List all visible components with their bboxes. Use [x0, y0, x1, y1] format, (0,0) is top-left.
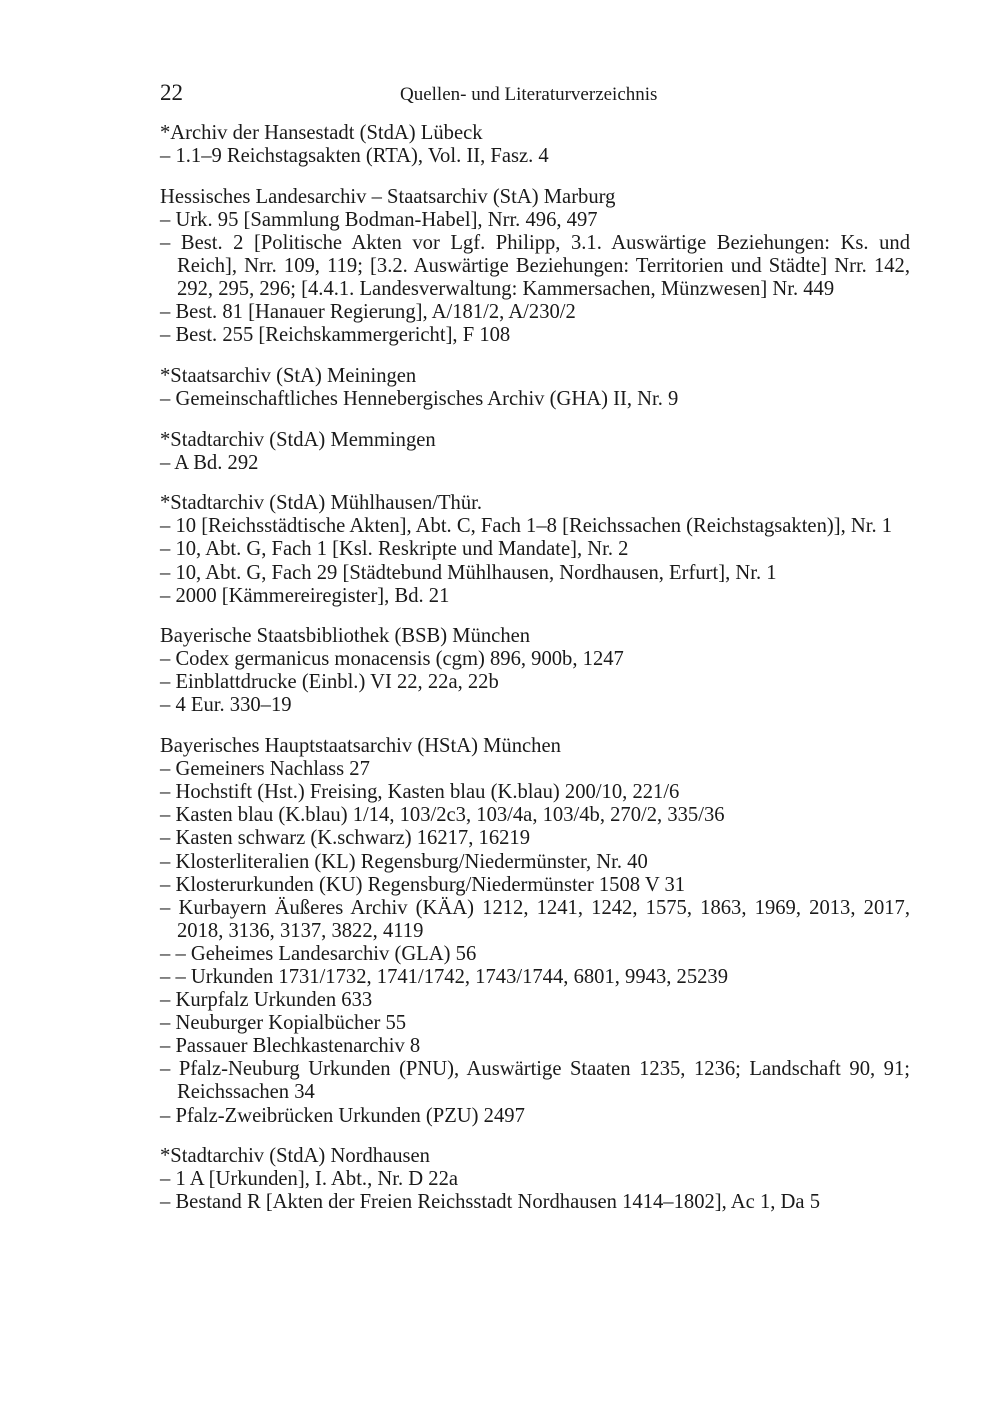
archive-section	[160, 365, 910, 411]
archive-entry: – Codex germanicus monacensis (cgm) 896, 900b, 1247	[160, 648, 624, 671]
archive-entry: – Kurbayern Äußeres Archiv (KÄA) 1212, 1241, 1242, 1575, 1863, 1969, 2013, 2017, 2018, 3136, 3137, 3822, 4119	[160, 896, 910, 942]
archive-entry: – 10, Abt. G, Fach 1 [Ksl. Reskripte und Mandate], Nr. 2	[160, 538, 629, 561]
running-title: Quellen- und Literaturverzeichnis	[400, 84, 658, 105]
archive-section	[160, 186, 910, 348]
archive-entry: – Best. 2 [Politische Akten vor Lgf. Philipp, 3.1. Auswärtige Beziehungen: Ks. und Reich], Nrr. 109, 119; [3.2. Auswärtige Beziehungen: Territorien und Städte] Nrr. 142, 292, 295, 296; [4.4.1. Landesverwaltung: Kammersachen, Münzwesen] Nr. 449	[160, 231, 910, 301]
archive-entry: – – Geheimes Landesarchiv (GLA) 56	[160, 942, 477, 965]
archive-heading: Bayerisches Hauptstaatsarchiv (HStA) München	[160, 735, 561, 758]
archive-entry: – 10, Abt. G, Fach 29 [Städtebund Mühlhausen, Nordhausen, Erfurt], Nr. 1	[160, 561, 777, 584]
archive-entry: – Neuburger Kopialbücher 55	[160, 1012, 407, 1035]
archive-entry: – Gemeinschaftliches Hennebergisches Archiv (GHA) II, Nr. 9	[160, 387, 679, 410]
archive-entry: – Passauer Blechkastenarchiv 8	[160, 1035, 421, 1058]
archive-entry: – 2000 [Kämmereiregister], Bd. 21	[160, 584, 450, 607]
archive-heading: *Stadtarchiv (StdA) Mühlhausen/Thür.	[160, 492, 483, 515]
page-number: 22	[160, 80, 183, 105]
archive-entry: – Klosterurkunden (KU) Regensburg/Niedermünster 1508 V 31	[160, 873, 686, 896]
archive-entry: – Pfalz-Zweibrücken Urkunden (PZU) 2497	[160, 1104, 525, 1127]
archive-entry: – 1.1–9 Reichstagsakten (RTA), Vol. II, Fasz. 4	[160, 145, 549, 168]
archive-section	[160, 625, 910, 717]
archive-entry: – Best. 81 [Hanauer Regierung], A/181/2, A/230/2	[160, 301, 576, 324]
archive-entry: – 10 [Reichsstädtische Akten], Abt. C, Fach 1–8 [Reichssachen (Reichstagsakten)], Nr. 1	[160, 515, 893, 538]
archive-entry: – Einblattdrucke (Einbl.) VI 22, 22a, 22b	[160, 671, 499, 694]
archive-entry: – Hochstift (Hst.) Freising, Kasten blau (K.blau) 200/10, 221/6	[160, 781, 680, 804]
archive-heading: Bayerische Staatsbibliothek (BSB) München	[160, 625, 531, 648]
archive-heading: *Stadtarchiv (StdA) Memmingen	[160, 428, 436, 451]
archive-section	[160, 735, 910, 1128]
archive-entry: – Gemeiners Nachlass 27	[160, 758, 370, 781]
archive-entry: – Kurpfalz Urkunden 633	[160, 989, 373, 1012]
archive-entry: – A Bd. 292	[160, 451, 259, 474]
archive-entry: – 1 A [Urkunden], I. Abt., Nr. D 22a	[160, 1168, 459, 1191]
archive-entry: – Best. 255 [Reichskammergericht], F 108	[160, 324, 511, 347]
archive-heading: *Staatsarchiv (StA) Meiningen	[160, 364, 417, 387]
archive-section	[160, 429, 910, 475]
source-list	[160, 122, 910, 1232]
archive-entry: – Kasten schwarz (K.schwarz) 16217, 16219	[160, 827, 531, 850]
archive-section	[160, 122, 910, 168]
page-header	[160, 79, 910, 107]
archive-entry: – Urk. 95 [Sammlung Bodman-Habel], Nrr. 496, 497	[160, 208, 598, 231]
archive-entry: – – Urkunden 1731/1732, 1741/1742, 1743/1744, 6801, 9943, 25239	[160, 966, 729, 988]
archive-section	[160, 492, 910, 607]
archive-entry: – Bestand R [Akten der Freien Reichsstadt Nordhausen 1414–1802], Ac 1, Da 5	[160, 1191, 821, 1214]
archive-entry: – Klosterliteralien (KL) Regensburg/Niedermünster, Nr. 40	[160, 850, 648, 873]
archive-entry: – Pfalz-Neuburg Urkunden (PNU), Auswärtige Staaten 1235, 1236; Landschaft 90, 91; Reichssachen 34	[160, 1058, 910, 1104]
archive-heading: *Archiv der Hansestadt (StdA) Lübeck	[160, 122, 483, 144]
archive-entry: – 4 Eur. 330–19	[160, 694, 292, 717]
archive-heading: *Stadtarchiv (StdA) Nordhausen	[160, 1145, 430, 1168]
archive-heading: Hessisches Landesarchiv – Staatsarchiv (StA) Marburg	[160, 185, 616, 208]
archive-entry: – Kasten blau (K.blau) 1/14, 103/2c3, 103/4a, 103/4b, 270/2, 335/36	[160, 804, 725, 827]
archive-section	[160, 1145, 910, 1214]
